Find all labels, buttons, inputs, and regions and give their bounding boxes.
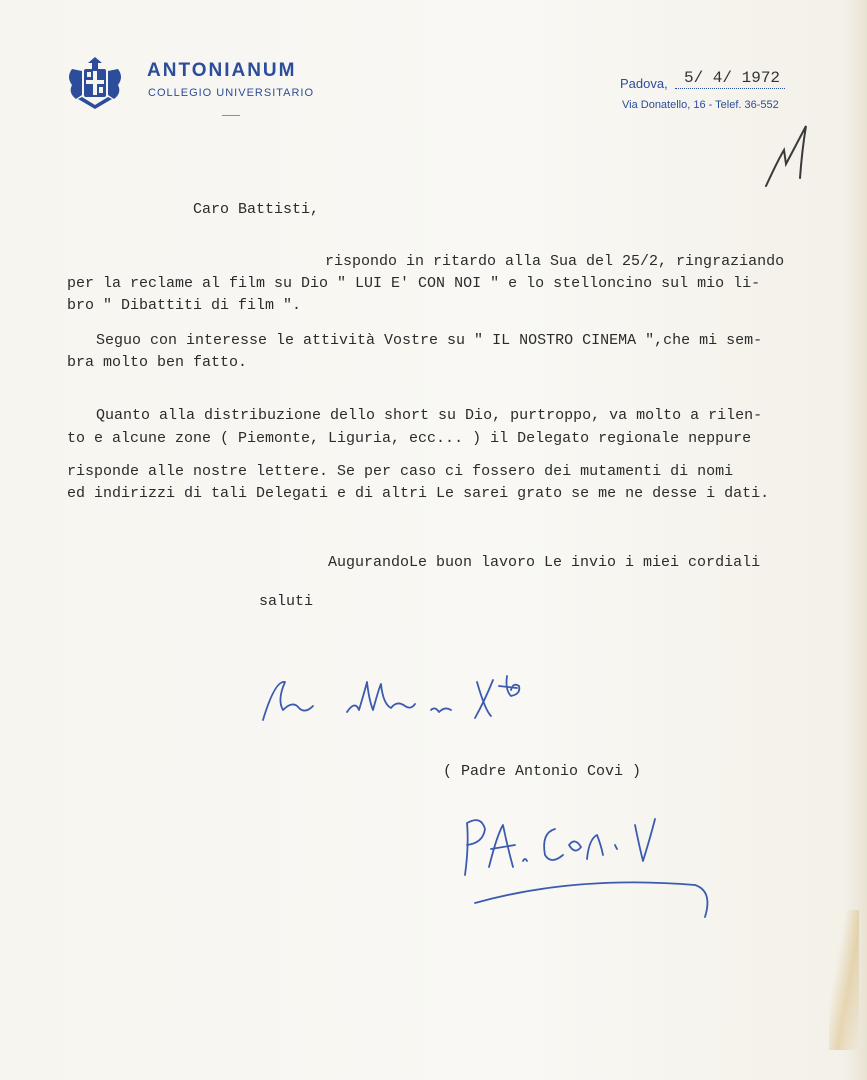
letterhead-rule bbox=[222, 115, 240, 116]
body-line: bra molto ben fatto. bbox=[67, 354, 248, 371]
body-line: risponde alle nostre lettere. Se per caso ci fossero dei mutamenti di nomi bbox=[67, 463, 734, 480]
body-line: Quanto alla distribuzione dello short su Dio, purtroppo, va molto a rilen- bbox=[96, 407, 763, 424]
body-line: per la reclame al film su Dio " LUI E' CON NOI " e lo stelloncino sul mio li- bbox=[67, 275, 761, 292]
body-line: bro " Dibattiti di film ". bbox=[67, 297, 302, 314]
crest-icon bbox=[64, 55, 126, 111]
body-line: ed indirizzi di tali Delegati e di altri Le sarei grato se me ne desse i dati. bbox=[67, 485, 770, 502]
body-line: rispondo in ritardo alla Sua del 25/2, ringraziando bbox=[325, 253, 785, 270]
letter-date: 5/ 4/ 1972 bbox=[684, 69, 781, 87]
letterhead-address: Via Donatello, 16 - Telef. 36-552 bbox=[622, 99, 779, 111]
letterhead-subtitle: COLLEGIO UNIVERSITARIO bbox=[148, 87, 315, 99]
letterhead-name: ANTONIANUM bbox=[147, 60, 297, 81]
handwritten-closing-icon bbox=[255, 670, 555, 730]
handwritten-signature-icon bbox=[455, 805, 720, 920]
date-dotted-line bbox=[675, 88, 785, 89]
closing-line: AugurandoLe buon lavoro Le invio i miei cordiali bbox=[328, 554, 761, 571]
greeting: Caro Battisti, bbox=[193, 201, 320, 218]
paper-fold-stain bbox=[829, 910, 859, 1050]
closing-line: saluti bbox=[259, 593, 314, 610]
letterhead-place: Padova, bbox=[620, 76, 668, 91]
signature-name: ( Padre Antonio Covi ) bbox=[443, 763, 642, 780]
handwritten-initial-icon bbox=[760, 120, 820, 190]
body-line: to e alcune zone ( Piemonte, Liguria, ecc... ) il Delegato regionale neppure bbox=[67, 430, 752, 447]
body-line: Seguo con interesse le attività Vostre su " IL NOSTRO CINEMA ",che mi sem- bbox=[96, 332, 763, 349]
